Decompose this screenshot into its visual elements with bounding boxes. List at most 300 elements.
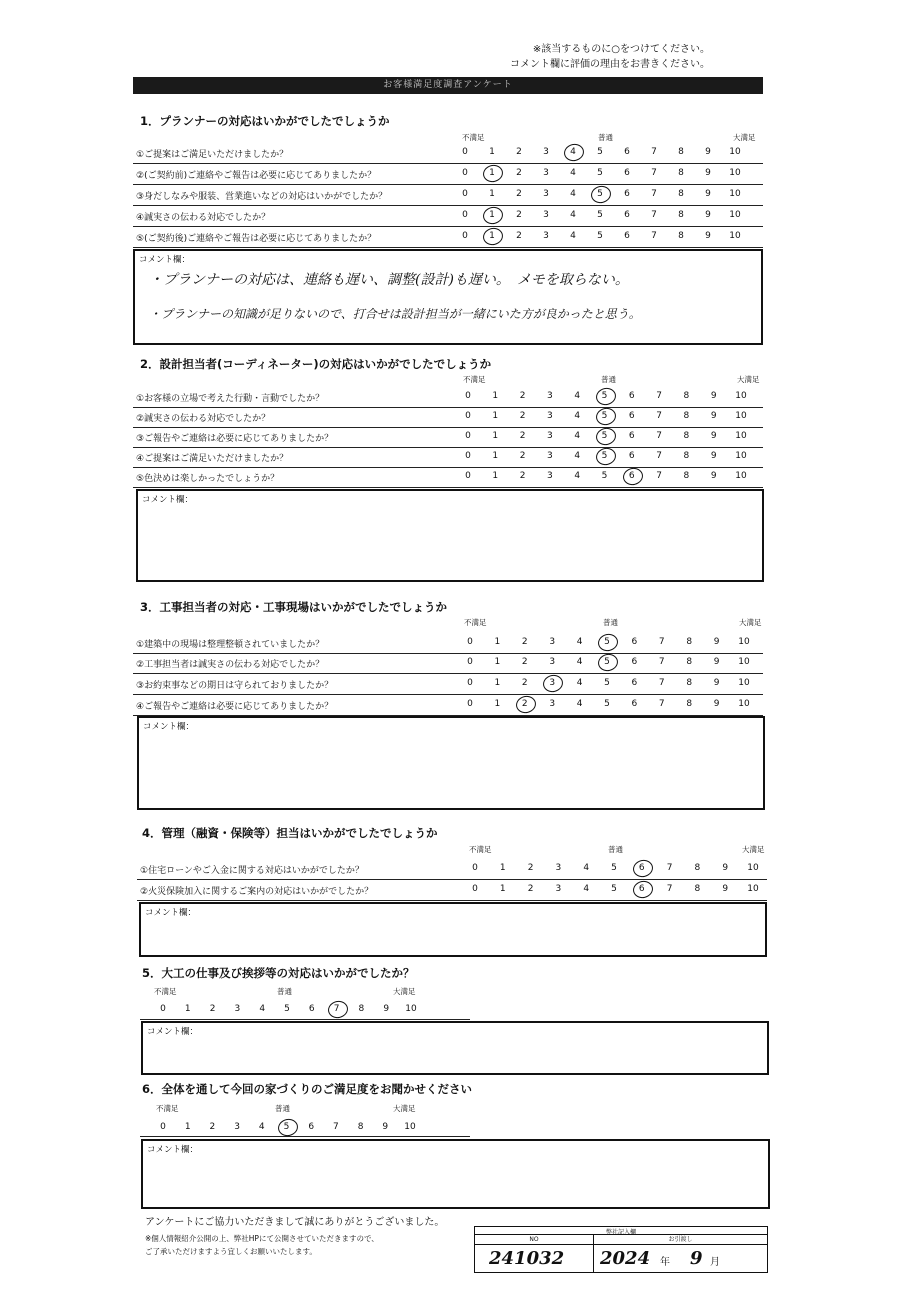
office-no-label: NO xyxy=(475,1236,593,1245)
scale-number[interactable]: 0 xyxy=(462,168,468,178)
comment-label: コメント欄： xyxy=(143,722,195,732)
scale-number[interactable]: 8 xyxy=(694,884,701,894)
question-text: ①住宅ローンやご入金に関する対応はいかがでしたか？ xyxy=(140,866,364,876)
scale-number[interactable]: 6 xyxy=(628,431,635,441)
scale-number[interactable]: 9 xyxy=(705,168,711,178)
thanks-message: アンケートにご協力いただきまして誠にありがとうございました。 xyxy=(145,1217,445,1228)
scale-number[interactable]: 6 xyxy=(624,189,630,199)
answer-circle-mark xyxy=(631,879,654,900)
scale-number[interactable]: 1 xyxy=(492,471,499,481)
section-2-title: 2．設計担当者(コーディネーター)の対応はいかがでしたでしょうか xyxy=(140,357,492,371)
scale-number[interactable]: 0 xyxy=(462,189,468,199)
scale-number[interactable]: 2 xyxy=(519,471,526,481)
answer-circle-mark xyxy=(276,1117,299,1138)
scale-number[interactable]: 5 xyxy=(601,431,608,441)
scale-number[interactable]: 6 xyxy=(631,699,638,709)
scale-number[interactable]: 5 xyxy=(283,1122,290,1132)
scale-number[interactable]: 5 xyxy=(597,189,603,199)
scale-number[interactable]: 9 xyxy=(705,231,711,241)
scale-number[interactable]: 8 xyxy=(683,411,690,421)
scale-high-label: 大満足 xyxy=(393,987,416,996)
scale-number[interactable]: 9 xyxy=(705,189,711,199)
scale-number[interactable]: 2 xyxy=(527,884,534,894)
answer-circle-mark xyxy=(594,386,617,407)
scale-number[interactable]: 6 xyxy=(638,863,645,873)
s3-comment-box xyxy=(137,716,765,810)
scale-high-label: 大満足 xyxy=(733,133,756,142)
scale-number[interactable]: 10 xyxy=(735,451,747,461)
comment-label: コメント欄： xyxy=(147,1027,199,1037)
scale-number[interactable]: 1 xyxy=(492,431,499,441)
question-text: ①ご提案はご満足いただけましたか？ xyxy=(136,150,289,160)
scale-number[interactable]: 5 xyxy=(601,471,608,481)
answer-circle-mark xyxy=(542,673,565,694)
scale-number[interactable]: 3 xyxy=(549,699,556,709)
scale-number[interactable]: 8 xyxy=(683,391,690,401)
scale-number[interactable]: 8 xyxy=(683,451,690,461)
section-5-title: 5．大工の仕事及び挨拶等の対応はいかがでしたか？ xyxy=(142,966,415,980)
scale-number[interactable]: 4 xyxy=(574,471,581,481)
scale-number[interactable]: 4 xyxy=(583,863,590,873)
scale-number[interactable]: 9 xyxy=(713,637,720,647)
scale-number[interactable]: 0 xyxy=(465,431,471,441)
scale-number[interactable]: 8 xyxy=(678,147,684,157)
scale-number[interactable]: 10 xyxy=(735,431,747,441)
scale-number[interactable]: 1 xyxy=(184,1004,191,1014)
privacy-footnote-line-1: ※個人情報紹介公開の上、弊社HPにて公開させていただきますので、 xyxy=(145,1234,379,1243)
scale-number[interactable]: 9 xyxy=(710,451,717,461)
s4-question-row xyxy=(137,880,767,901)
scale-number[interactable]: 8 xyxy=(678,210,684,220)
s1-question-row xyxy=(133,227,763,248)
answer-circle-mark xyxy=(481,226,504,247)
scale-number[interactable]: 8 xyxy=(357,1122,364,1132)
scale-number[interactable]: 3 xyxy=(547,451,553,461)
question-text: ①建築中の現場は整理整頓されていましたか？ xyxy=(136,640,325,650)
scale-low-label: 不満足 xyxy=(156,1104,179,1113)
scale-number[interactable]: 10 xyxy=(729,210,741,220)
scale-number[interactable]: 2 xyxy=(527,863,534,873)
scale-number[interactable]: 1 xyxy=(489,231,495,241)
question-text: ④ご報告やご連絡は必要に応じてありましたか？ xyxy=(136,702,334,712)
scale-number[interactable]: 7 xyxy=(658,657,665,667)
scale-number[interactable]: 1 xyxy=(494,637,501,647)
scale-number[interactable]: 5 xyxy=(597,147,603,157)
scale-number[interactable]: 2 xyxy=(209,1004,216,1014)
s1-question-row xyxy=(133,143,763,164)
scale-number[interactable]: 9 xyxy=(722,863,729,873)
scale-number[interactable]: 10 xyxy=(738,657,750,667)
scale-number[interactable]: 5 xyxy=(604,678,610,688)
scale-number[interactable]: 8 xyxy=(694,863,701,873)
scale-number[interactable]: 6 xyxy=(628,391,635,401)
scale-number[interactable]: 8 xyxy=(358,1004,365,1014)
office-date-label: お引渡し xyxy=(594,1236,767,1245)
question-text: ②(ご契約前)ご連絡やご報告は必要に応じてありましたか？ xyxy=(136,171,377,181)
scale-number[interactable]: 8 xyxy=(686,657,693,667)
scale-number[interactable]: 8 xyxy=(678,231,684,241)
scale-number[interactable]: 4 xyxy=(258,1122,265,1132)
scale-number[interactable]: 1 xyxy=(492,411,499,421)
section-4-title: 4．管理（融資・保険等）担当はいかがでしたでしょうか xyxy=(142,826,438,840)
scale-number[interactable]: 4 xyxy=(570,168,576,178)
s3-question-row xyxy=(133,695,763,716)
scale-number[interactable]: 7 xyxy=(658,637,665,647)
scale-number[interactable]: 1 xyxy=(489,147,495,157)
section-3-title: 3．工事担当者の対応・工事現場はいかがでしたでしょうか xyxy=(140,600,447,614)
scale-number[interactable]: 8 xyxy=(683,431,690,441)
scale-number[interactable]: 4 xyxy=(574,451,581,461)
scale-number[interactable]: 7 xyxy=(656,471,662,481)
scale-number[interactable]: 7 xyxy=(656,391,662,401)
scale-number[interactable]: 5 xyxy=(604,699,610,709)
scale-mid-label: 普通 xyxy=(603,618,618,627)
scale-low-label: 不満足 xyxy=(469,845,492,854)
s1-question-row xyxy=(133,164,763,185)
scale-number[interactable]: 6 xyxy=(624,147,630,157)
section-6-title: 6．全体を通して今回の家づくりのご満足度をお聞かせください xyxy=(142,1082,472,1096)
scale-number[interactable]: 7 xyxy=(666,863,673,873)
scale-number[interactable]: 10 xyxy=(729,231,741,241)
scale-number[interactable]: 0 xyxy=(465,411,471,421)
scale-number[interactable]: 3 xyxy=(234,1004,241,1014)
answer-circle-mark xyxy=(594,426,617,447)
scale-number[interactable]: 5 xyxy=(611,884,617,894)
scale-number[interactable]: 9 xyxy=(710,431,717,441)
scale-number[interactable]: 8 xyxy=(686,637,693,647)
scale-number[interactable]: 5 xyxy=(601,411,608,421)
handwritten-comment-line-1: ・プランナーの対応は、連絡も遅い、調整(設計)も遅い。 メモを取らない。 xyxy=(149,272,629,288)
scale-number[interactable]: 1 xyxy=(494,657,501,667)
scale-number[interactable]: 1 xyxy=(494,699,501,709)
scale-low-label: 不満足 xyxy=(154,987,177,996)
answer-circle-mark xyxy=(621,466,644,487)
instruction-line-2: コメント欄に評価の理由をお書きください。 xyxy=(510,59,710,70)
scale-number[interactable]: 6 xyxy=(631,657,638,667)
scale-number[interactable]: 3 xyxy=(547,411,553,421)
s2-question-row xyxy=(133,467,763,488)
s3-question-row xyxy=(133,653,763,674)
s5-rating-row xyxy=(140,1000,470,1020)
scale-number[interactable]: 2 xyxy=(519,411,526,421)
scale-number[interactable]: 5 xyxy=(604,637,610,647)
scale-number[interactable]: 3 xyxy=(547,391,553,401)
scale-number[interactable]: 9 xyxy=(382,1122,389,1132)
scale-number[interactable]: 10 xyxy=(735,471,747,481)
scale-mid-label: 普通 xyxy=(598,133,613,142)
scale-number[interactable]: 5 xyxy=(597,168,603,178)
scale-number[interactable]: 0 xyxy=(465,391,471,401)
scale-number[interactable]: 10 xyxy=(735,411,747,421)
question-text: ③ご報告やご連絡は必要に応じてありましたか？ xyxy=(136,434,334,444)
scale-number[interactable]: 0 xyxy=(465,451,471,461)
s6-rating-row xyxy=(140,1118,470,1137)
question-text: ④ご提案はご満足いただけましたか？ xyxy=(136,454,289,464)
scale-number[interactable]: 0 xyxy=(462,210,468,220)
scale-number[interactable]: 7 xyxy=(656,411,662,421)
scale-number[interactable]: 0 xyxy=(472,884,478,894)
office-use-box xyxy=(474,1226,768,1273)
scale-number[interactable]: 3 xyxy=(543,147,549,157)
scale-number[interactable]: 0 xyxy=(465,471,471,481)
office-no-cell xyxy=(475,1234,594,1273)
scale-number[interactable]: 4 xyxy=(576,637,583,647)
scale-number[interactable]: 2 xyxy=(521,678,528,688)
question-text: ⑤色決めは楽しかったでしょうか？ xyxy=(136,474,280,484)
scale-number[interactable]: 1 xyxy=(499,884,506,894)
scale-number[interactable]: 3 xyxy=(555,863,562,873)
scale-number[interactable]: 7 xyxy=(651,189,657,199)
scale-number[interactable]: 5 xyxy=(611,863,617,873)
s2-comment-box xyxy=(136,489,764,582)
scale-number[interactable]: 7 xyxy=(333,1004,340,1014)
answer-circle-mark xyxy=(481,205,504,226)
scale-number[interactable]: 3 xyxy=(555,884,562,894)
scale-number[interactable]: 3 xyxy=(543,189,549,199)
scale-number[interactable]: 6 xyxy=(628,471,635,481)
scale-number[interactable]: 0 xyxy=(160,1004,166,1014)
answer-circle-mark xyxy=(481,163,504,184)
office-no-value: 241032 xyxy=(489,1248,565,1269)
scale-number[interactable]: 6 xyxy=(624,210,630,220)
comment-label: コメント欄： xyxy=(142,495,194,505)
s4-question-row xyxy=(137,859,767,880)
scale-number[interactable]: 1 xyxy=(489,210,495,220)
scale-number[interactable]: 6 xyxy=(624,168,630,178)
scale-number[interactable]: 10 xyxy=(738,699,750,709)
scale-number[interactable]: 4 xyxy=(259,1004,266,1014)
scale-number[interactable]: 0 xyxy=(467,699,473,709)
answer-circle-mark xyxy=(594,406,617,427)
s3-question-row xyxy=(133,674,763,695)
scale-number[interactable]: 8 xyxy=(686,678,693,688)
section-1-title: 1．プランナーの対応はいかがでしたでしょうか xyxy=(140,114,390,128)
s2-question-row xyxy=(133,387,763,408)
scale-number[interactable]: 3 xyxy=(549,678,556,688)
scale-number[interactable]: 4 xyxy=(570,147,576,157)
s6-comment-box xyxy=(141,1139,770,1209)
scale-number[interactable]: 0 xyxy=(467,678,473,688)
scale-number[interactable]: 7 xyxy=(651,210,657,220)
scale-number[interactable]: 6 xyxy=(631,678,638,688)
scale-number[interactable]: 2 xyxy=(516,147,522,157)
scale-high-label: 大満足 xyxy=(739,618,762,627)
scale-number[interactable]: 10 xyxy=(405,1004,417,1014)
scale-number[interactable]: 5 xyxy=(597,210,603,220)
scale-high-label: 大満足 xyxy=(393,1104,416,1113)
scale-number[interactable]: 2 xyxy=(516,231,522,241)
scale-number[interactable]: 7 xyxy=(651,168,657,178)
scale-number[interactable]: 8 xyxy=(683,471,690,481)
scale-number[interactable]: 1 xyxy=(492,451,499,461)
scale-number[interactable]: 4 xyxy=(574,391,581,401)
scale-number[interactable]: 2 xyxy=(516,210,522,220)
question-text: ④誠実さの伝わる対応でしたか？ xyxy=(136,213,271,223)
scale-low-label: 不満足 xyxy=(462,133,485,142)
scale-number[interactable]: 1 xyxy=(184,1122,191,1132)
scale-number[interactable]: 5 xyxy=(284,1004,290,1014)
scale-number[interactable]: 2 xyxy=(516,168,522,178)
scale-number[interactable]: 1 xyxy=(499,863,506,873)
scale-number[interactable]: 5 xyxy=(604,657,610,667)
scale-number[interactable]: 4 xyxy=(574,411,581,421)
scale-number[interactable]: 5 xyxy=(597,231,603,241)
office-year-unit: 年 xyxy=(660,1257,670,1268)
scale-high-label: 大満足 xyxy=(737,375,760,384)
scale-number[interactable]: 1 xyxy=(489,189,495,199)
scale-high-label: 大満足 xyxy=(742,845,765,854)
scale-number[interactable]: 6 xyxy=(628,451,635,461)
scale-number[interactable]: 2 xyxy=(516,189,522,199)
scale-number[interactable]: 9 xyxy=(713,678,720,688)
scale-number[interactable]: 9 xyxy=(713,657,720,667)
question-text: ③お約束事などの期日は守られておりましたか？ xyxy=(136,681,334,691)
scale-number[interactable]: 6 xyxy=(308,1004,315,1014)
scale-number[interactable]: 2 xyxy=(519,451,526,461)
office-year-value: 2024 xyxy=(600,1248,651,1269)
scale-number[interactable]: 4 xyxy=(583,884,590,894)
answer-circle-mark xyxy=(562,142,585,163)
scale-number[interactable]: 7 xyxy=(651,231,657,241)
scale-number[interactable]: 5 xyxy=(601,391,608,401)
scale-number[interactable]: 4 xyxy=(574,431,581,441)
scale-number[interactable]: 7 xyxy=(658,699,665,709)
s2-question-row xyxy=(133,427,763,448)
scale-number[interactable]: 4 xyxy=(576,678,583,688)
scale-number[interactable]: 9 xyxy=(710,471,717,481)
scale-number[interactable]: 4 xyxy=(570,231,576,241)
answer-circle-mark xyxy=(631,858,654,879)
scale-number[interactable]: 5 xyxy=(601,451,608,461)
scale-number[interactable]: 10 xyxy=(738,637,750,647)
scale-number[interactable]: 7 xyxy=(656,451,662,461)
form-title: お客様満足度調査アンケート xyxy=(133,77,763,94)
scale-number[interactable]: 9 xyxy=(713,699,720,709)
scale-number[interactable]: 10 xyxy=(735,391,747,401)
scale-number[interactable]: 10 xyxy=(729,168,741,178)
scale-number[interactable]: 10 xyxy=(729,147,741,157)
scale-number[interactable]: 7 xyxy=(651,147,657,157)
scale-number[interactable]: 6 xyxy=(628,411,635,421)
scale-number[interactable]: 8 xyxy=(678,168,684,178)
scale-number[interactable]: 0 xyxy=(467,657,473,667)
scale-low-label: 不満足 xyxy=(463,375,486,384)
scale-number[interactable]: 2 xyxy=(519,431,526,441)
scale-number[interactable]: 9 xyxy=(705,210,711,220)
scale-number[interactable]: 10 xyxy=(729,189,741,199)
privacy-footnote-line-2: ご了承いただけますよう宜しくお願いいたします。 xyxy=(145,1247,317,1256)
scale-number[interactable]: 2 xyxy=(519,391,526,401)
scale-number[interactable]: 2 xyxy=(521,699,528,709)
comment-label: コメント欄： xyxy=(139,255,191,265)
s2-question-row xyxy=(133,407,763,428)
question-text: ⑤(ご契約後)ご連絡やご報告は必要に応じてありましたか？ xyxy=(136,234,377,244)
scale-number[interactable]: 0 xyxy=(472,863,478,873)
scale-mid-label: 普通 xyxy=(275,1104,290,1113)
scale-number[interactable]: 3 xyxy=(543,210,549,220)
s4-comment-box xyxy=(139,902,767,957)
scale-number[interactable]: 3 xyxy=(543,231,549,241)
office-date-cell xyxy=(594,1234,767,1273)
scale-number[interactable]: 9 xyxy=(710,411,717,421)
scale-number[interactable]: 4 xyxy=(570,189,576,199)
s5-comment-box xyxy=(141,1021,769,1075)
scale-number[interactable]: 6 xyxy=(638,884,645,894)
scale-number[interactable]: 1 xyxy=(489,168,495,178)
scale-number[interactable]: 7 xyxy=(656,431,662,441)
question-text: ②誠実さの伝わる対応でしたか？ xyxy=(136,414,271,424)
scale-mid-label: 普通 xyxy=(608,845,623,854)
scale-number[interactable]: 2 xyxy=(209,1122,216,1132)
scale-number[interactable]: 3 xyxy=(547,471,553,481)
scale-number[interactable]: 10 xyxy=(747,863,759,873)
scale-number[interactable]: 7 xyxy=(333,1122,339,1132)
scale-number[interactable]: 7 xyxy=(658,678,665,688)
scale-number[interactable]: 8 xyxy=(678,189,684,199)
scale-number[interactable]: 3 xyxy=(234,1122,240,1132)
scale-number[interactable]: 3 xyxy=(549,637,556,647)
answer-circle-mark xyxy=(596,632,619,653)
comment-label: コメント欄： xyxy=(145,908,197,918)
scale-number[interactable]: 2 xyxy=(521,637,528,647)
scale-number[interactable]: 4 xyxy=(576,657,583,667)
scale-number[interactable]: 9 xyxy=(722,884,729,894)
scale-number[interactable]: 4 xyxy=(570,210,576,220)
s1-question-row xyxy=(133,185,763,206)
scale-number[interactable]: 3 xyxy=(547,431,553,441)
s1-question-row xyxy=(133,206,763,227)
scale-number[interactable]: 3 xyxy=(543,168,549,178)
question-text: ②火災保険加入に関するご案内の対応はいかがでしたか？ xyxy=(140,887,374,897)
question-text: ①お客様の立場で考えた行動・言動でしたか？ xyxy=(136,394,325,404)
scale-number[interactable]: 0 xyxy=(462,231,468,241)
question-text: ②工事担当者は誠実さの伝わる対応でしたか？ xyxy=(136,660,325,670)
comment-label: コメント欄： xyxy=(147,1145,199,1155)
scale-number[interactable]: 6 xyxy=(624,231,630,241)
scale-number[interactable]: 10 xyxy=(747,884,759,894)
office-use-header: 弊社記入欄 xyxy=(605,1229,636,1236)
scale-number[interactable]: 10 xyxy=(404,1122,416,1132)
scale-mid-label: 普通 xyxy=(277,987,292,996)
scale-number[interactable]: 9 xyxy=(383,1004,390,1014)
scale-mid-label: 普通 xyxy=(601,375,616,384)
scale-number[interactable]: 0 xyxy=(462,147,468,157)
answer-circle-mark xyxy=(514,694,537,715)
answer-circle-mark xyxy=(596,652,619,673)
scale-number[interactable]: 10 xyxy=(738,678,750,688)
scale-number[interactable]: 0 xyxy=(160,1122,166,1132)
scale-number[interactable]: 9 xyxy=(710,391,717,401)
scale-number[interactable]: 6 xyxy=(631,637,638,647)
scale-number[interactable]: 1 xyxy=(492,391,499,401)
handwritten-comment-line-2: ・プランナーの知識が足りないので、打合せは設計担当が一緒にいた方が良かったと思う。 xyxy=(149,307,641,321)
s1-comment-box xyxy=(133,249,763,345)
scale-number[interactable]: 4 xyxy=(576,699,583,709)
scale-low-label: 不満足 xyxy=(464,618,487,627)
answer-circle-mark xyxy=(326,999,349,1020)
scale-number[interactable]: 0 xyxy=(467,637,473,647)
scale-number[interactable]: 1 xyxy=(494,678,501,688)
scale-number[interactable]: 3 xyxy=(549,657,556,667)
office-month-unit: 月 xyxy=(710,1257,720,1268)
scale-number[interactable]: 6 xyxy=(308,1122,315,1132)
scale-number[interactable]: 8 xyxy=(686,699,693,709)
office-month-value: 9 xyxy=(690,1248,703,1269)
scale-number[interactable]: 7 xyxy=(666,884,673,894)
scale-number[interactable]: 2 xyxy=(521,657,528,667)
answer-circle-mark xyxy=(589,184,612,205)
scale-number[interactable]: 9 xyxy=(705,147,711,157)
